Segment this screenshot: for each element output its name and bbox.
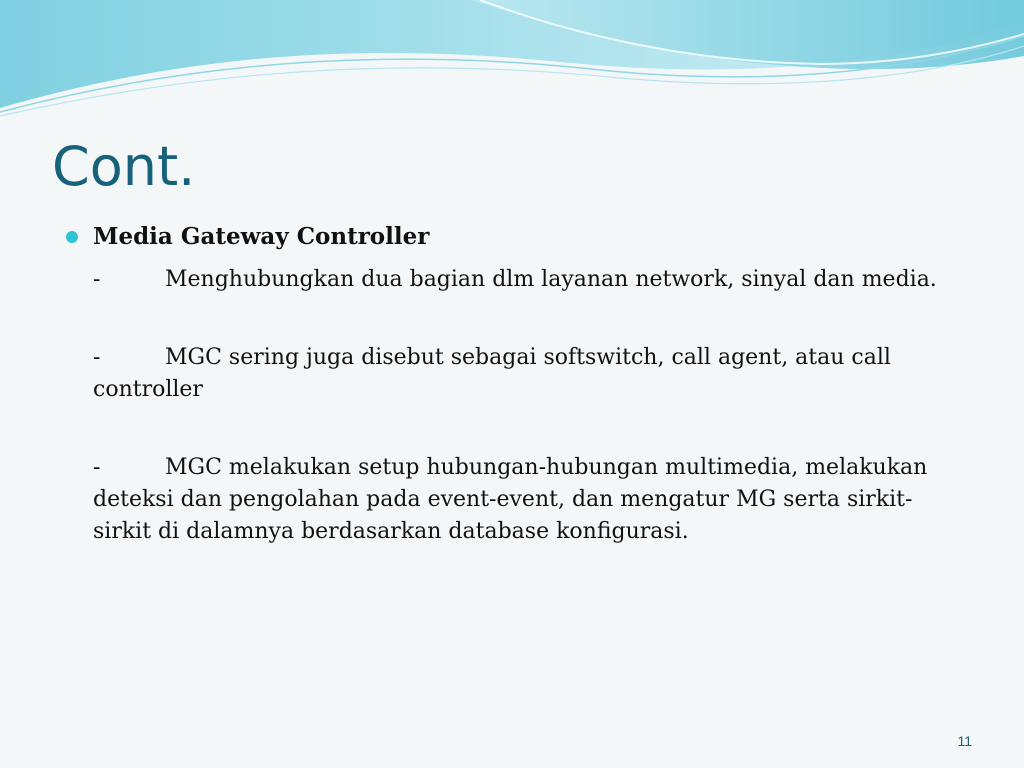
sub-item-text: Menghubungkan dua bagian dlm layanan network, sinyal dan media. (165, 267, 937, 292)
slide-title: Cont. (52, 135, 196, 198)
sub-item-text: MGC sering juga disebut sebagai softswitch, call agent, atau call controller (93, 345, 891, 402)
sub-item-text: MGC melakukan setup hubungan-hubungan multimedia, melakukan deteksi dan pengolahan pada event-event, dan mengatur MG serta sirkit-sirkit di dalamnya berdasarkan database konfigurasi. (93, 455, 928, 544)
bullet-heading: Media Gateway Controller (93, 223, 430, 250)
dash-marker: - (93, 455, 101, 480)
dash-marker: - (93, 267, 101, 292)
sub-item-1 (93, 264, 963, 296)
bullet-dot-icon (66, 231, 78, 243)
sub-item-2 (93, 342, 963, 406)
bullet-item (66, 218, 966, 256)
wave-header-decoration (0, 0, 1024, 130)
dash-marker: - (93, 345, 101, 370)
page-number: 11 (957, 733, 972, 749)
slide-content (66, 218, 966, 594)
sub-item-3 (93, 452, 963, 548)
